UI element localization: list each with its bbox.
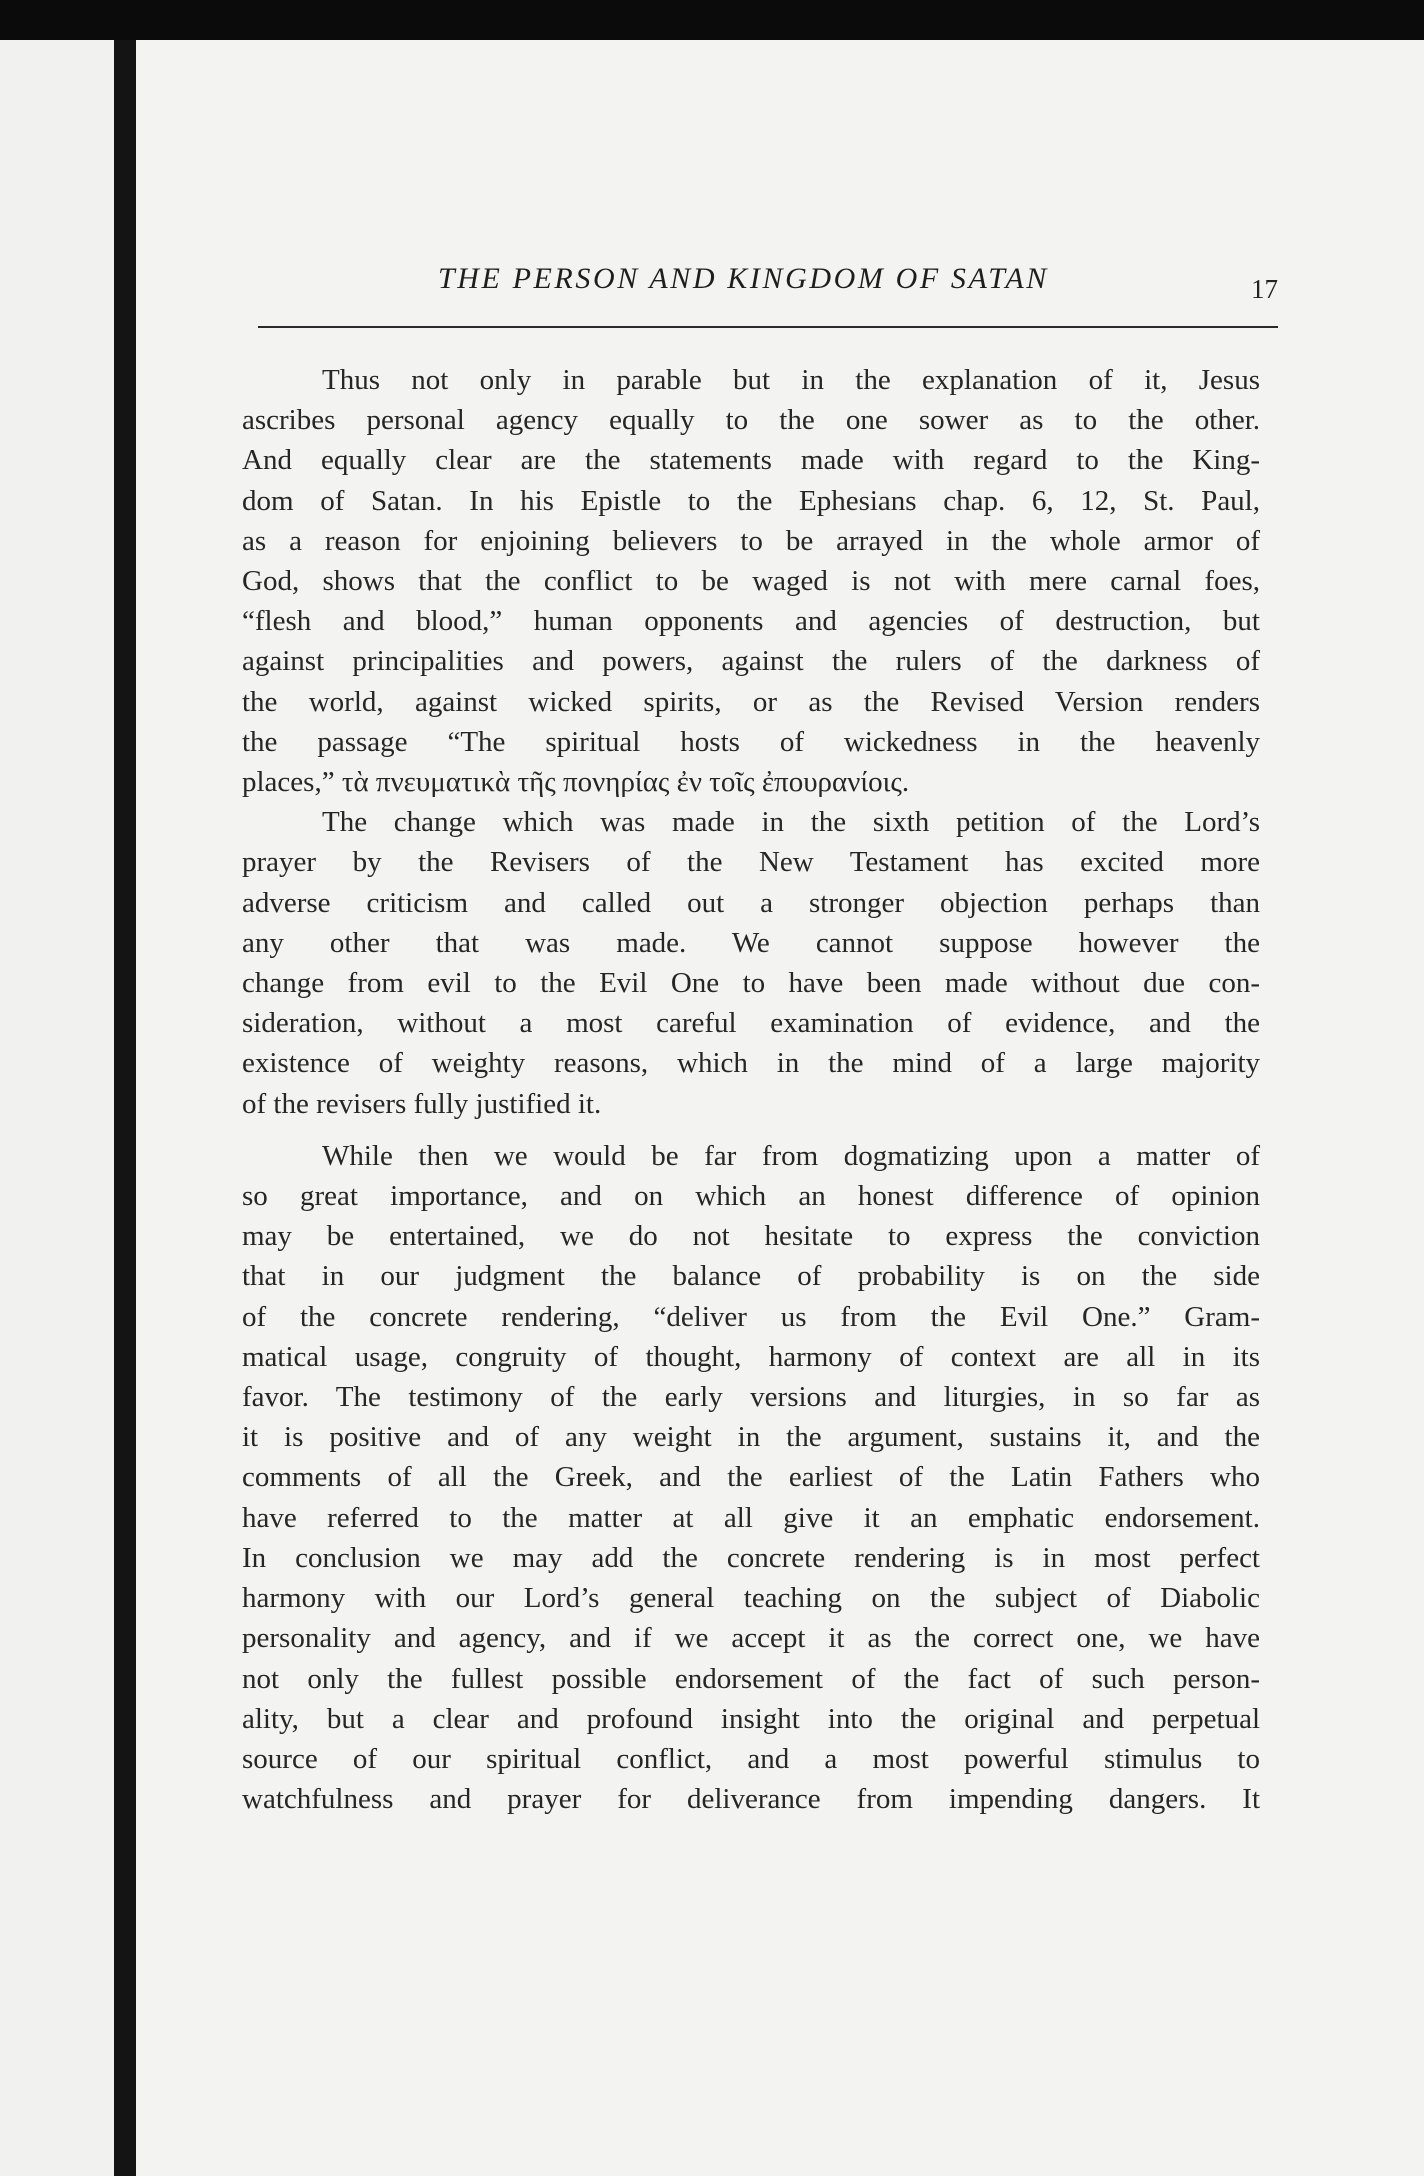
text-line: that in our judgment the balance of probability is on the side — [242, 1260, 1260, 1293]
paragraph — [242, 802, 1260, 1124]
running-title: THE PERSON AND KINGDOM OF SATAN — [438, 262, 1049, 295]
page-number: 17 — [1251, 274, 1278, 304]
header-rule — [258, 326, 1278, 328]
text-line: favor. The testimony of the early versions and liturgies, in so far as — [242, 1381, 1260, 1414]
body-text — [242, 360, 1260, 1819]
text-line: the passage “The spiritual hosts of wickedness in the heavenly — [242, 725, 1260, 758]
text-line: harmony with our Lord’s general teaching on the subject of Diabolic — [242, 1582, 1260, 1615]
text-line: not only the fullest possible endorsement of the fact of such person- — [242, 1662, 1260, 1695]
text-line: of the concrete rendering, “deliver us from the Evil One.” Gram- — [242, 1300, 1260, 1333]
text-line: Thus not only in parable but in the explanation of it, Jesus — [322, 364, 1260, 396]
text-line: “flesh and blood,” human opponents and agencies of destruction, but — [242, 605, 1260, 638]
text-line: against principalities and powers, against the rulers of the darkness of — [242, 645, 1260, 678]
text-line: sideration, without a most careful examination of evidence, and the — [242, 1007, 1260, 1040]
text-line: In conclusion we may add the concrete rendering is in most perfect — [242, 1541, 1260, 1574]
text-line: adverse criticism and called out a stronger objection perhaps than — [242, 886, 1260, 919]
text-line: existence of weighty reasons, which in the mind of a large majority — [242, 1047, 1260, 1080]
text-line: comments of all the Greek, and the earliest of the Latin Fathers who — [242, 1461, 1260, 1494]
text-line: so great importance, and on which an honest difference of opinion — [242, 1180, 1260, 1213]
text-line: dom of Satan. In his Epistle to the Ephesians chap. 6, 12, St. Paul, — [242, 484, 1260, 517]
text-line: The change which was made in the sixth petition of the Lord’s — [322, 806, 1260, 839]
text-line: watchfulness and prayer for deliverance from impending dangers. It — [242, 1783, 1260, 1816]
text-line: as a reason for enjoining believers to be arrayed in the whole armor of — [242, 524, 1260, 557]
facing-page-margin — [0, 40, 114, 2176]
text-line: of the revisers fully justified it. — [242, 1087, 602, 1120]
text-line: While then we would be far from dogmatizing upon a matter of — [322, 1139, 1260, 1172]
text-line: the world, against wicked spirits, or as the Revised Version renders — [242, 685, 1260, 718]
text-line: source of our spiritual conflict, and a most powerful stimulus to — [242, 1742, 1260, 1775]
running-header — [258, 262, 1278, 328]
text-line: places,” τὰ πνευματικὰ τῆς πονηρίας ἐν τοῖς ἐπουρανίοις. — [242, 766, 910, 799]
text-line: God, shows that the conflict to be waged is not with mere carnal foes, — [242, 565, 1260, 598]
text-line: change from evil to the Evil One to have been made without due con- — [242, 967, 1260, 1000]
paragraph — [242, 1136, 1260, 1819]
text-line: And equally clear are the statements made with regard to the King- — [242, 444, 1260, 477]
text-line: it is positive and of any weight in the argument, sustains it, and the — [242, 1421, 1260, 1454]
paragraph-gap — [242, 1124, 1260, 1136]
text-line: have referred to the matter at all give it an emphatic endorsement. — [242, 1501, 1260, 1534]
book-gutter — [114, 40, 136, 2176]
text-line: prayer by the Revisers of the New Testament has excited more — [242, 846, 1260, 879]
text-line: personality and agency, and if we accept it as the correct one, we have — [242, 1622, 1260, 1655]
text-line: ality, but a clear and profound insight into the original and perpetual — [242, 1702, 1260, 1735]
text-line: any other that was made. We cannot suppose however the — [242, 926, 1260, 959]
text-line: matical usage, congruity of thought, harmony of context are all in its — [242, 1340, 1260, 1373]
text-line: may be entertained, we do not hesitate to express the conviction — [242, 1220, 1260, 1253]
paragraph — [242, 360, 1260, 802]
text-line: ascribes personal agency equally to the one sower as to the other. — [242, 404, 1260, 437]
